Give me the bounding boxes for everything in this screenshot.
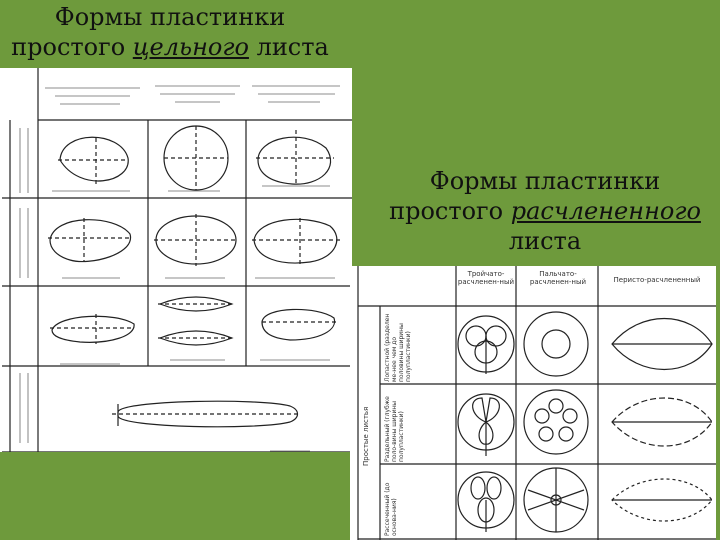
col-header-palmate: Пальчато-расчленен-ный bbox=[529, 270, 587, 286]
title-simple-entire-leaf bbox=[0, 2, 340, 62]
title-left-line1: Формы пластинки bbox=[54, 3, 286, 31]
title-right-line2: простого расчлененного bbox=[389, 197, 701, 225]
divided-leaf-shapes-figure bbox=[350, 266, 716, 540]
entire-leaf-shapes-drawing bbox=[0, 68, 352, 452]
group-label-simple-leaves: Простые листья bbox=[362, 406, 370, 466]
col-header-pinnate: Перисто-расчлененный bbox=[613, 276, 701, 284]
title-right-line1: Формы пластинки bbox=[429, 167, 661, 195]
title-left-line2: простого цельного листа bbox=[11, 33, 329, 61]
row-header-dissected: Рассеченный (до основа-ния) bbox=[384, 482, 398, 536]
title-right-line3: листа bbox=[508, 227, 582, 255]
entire-leaf-shapes-figure bbox=[0, 68, 352, 452]
row-header-parted: Раздельный (глубже поло-вины ширины полупластинки) bbox=[384, 396, 405, 462]
col-header-trifoliate: Тройчато-расчленен-ный bbox=[457, 270, 515, 286]
row-header-lobed: Лопастной (разделен ме-нее чем до половины ширины полупластинки) bbox=[384, 313, 412, 382]
title-simple-divided-leaf bbox=[380, 166, 710, 256]
